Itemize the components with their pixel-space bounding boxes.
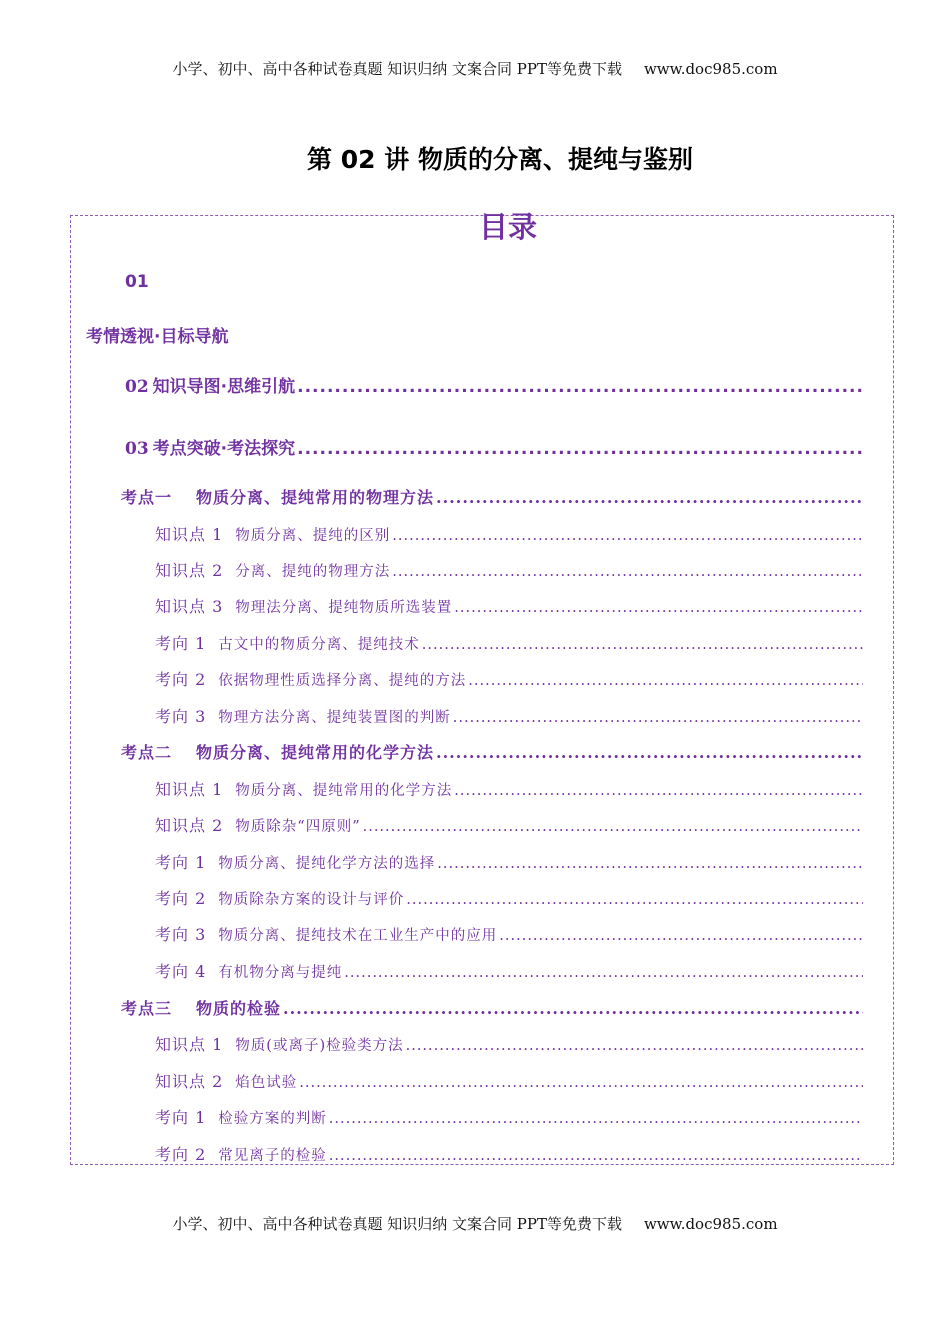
page-footer (0, 1213, 950, 1234)
toc-item-prefix: 考向 3 (155, 707, 207, 726)
toc-leader-dots (363, 819, 863, 835)
toc-leader-dots (299, 1075, 863, 1091)
toc-item-prefix: 知识点 2 (155, 816, 224, 835)
toc-item[interactable] (155, 558, 863, 581)
toc-item-prefix: 考向 3 (155, 925, 207, 944)
toc-kaodian-1[interactable] (121, 485, 863, 508)
toc-leader-dots (454, 600, 863, 616)
toc-leader-dots (329, 1111, 863, 1127)
toc-item-label: 物质分离、提纯常用的物理方法 (196, 488, 435, 507)
toc-section-01-label[interactable]: 考情透视·目标导航 (86, 327, 229, 347)
toc-item-label: 物质除杂“四原则” (235, 819, 361, 835)
toc-leader-dots (499, 928, 863, 944)
toc-item-prefix: 知识点 1 (155, 780, 224, 799)
toc-item[interactable] (155, 1032, 863, 1055)
toc-item-label: 常见离子的检验 (218, 1148, 327, 1164)
toc-heading: 目录 (478, 210, 537, 244)
toc-item-prefix: 知识点 1 (155, 1035, 224, 1054)
toc-item-prefix: 知识点 2 (155, 1072, 224, 1091)
toc-item[interactable] (155, 631, 863, 654)
page-header (0, 58, 950, 79)
header-text: 小学、初中、高中各种试卷真题 知识归纳 文案合同 PPT等免费下载 (172, 60, 622, 78)
toc-item[interactable] (155, 813, 863, 836)
toc-section-02[interactable] (125, 372, 863, 397)
toc-leader-dots (468, 673, 863, 689)
toc-item[interactable] (155, 667, 863, 690)
toc-item-label: 古文中的物质分离、提纯技术 (218, 637, 420, 653)
toc-item[interactable] (155, 522, 863, 545)
toc-item-label: 依据物理性质选择分离、提纯的方法 (218, 673, 467, 689)
toc-leader-dots (453, 710, 863, 726)
toc-item[interactable] (155, 777, 863, 800)
toc-item-label: 物质分离、提纯的区别 (235, 528, 391, 544)
toc-item-label: 物质分离、提纯技术在工业生产中的应用 (218, 928, 498, 944)
toc-item-prefix: 考向 2 (155, 1145, 207, 1164)
toc-section-01-number: 01 (125, 272, 149, 292)
toc-item-prefix: 考向 4 (155, 962, 207, 981)
toc-item[interactable] (155, 922, 863, 945)
header-url[interactable]: www.doc985.com (643, 60, 778, 78)
toc-item-label: 物理法分离、提纯物质所选装置 (235, 600, 453, 616)
toc-item-label: 物质的检验 (196, 999, 282, 1018)
toc-item[interactable] (155, 704, 863, 727)
toc-box (70, 215, 894, 1165)
toc-item[interactable] (155, 959, 863, 982)
toc-item-prefix: 考向 1 (155, 1108, 207, 1127)
toc-kaodian-3[interactable] (121, 996, 863, 1019)
toc-item-prefix: 知识点 3 (155, 597, 224, 616)
toc-item-label: 检验方案的判断 (218, 1111, 327, 1127)
toc-section-03[interactable] (125, 434, 863, 459)
toc-item-label: 物质分离、提纯常用的化学方法 (235, 783, 453, 799)
toc-item-prefix: 考向 2 (155, 670, 207, 689)
footer-text: 小学、初中、高中各种试卷真题 知识归纳 文案合同 PPT等免费下载 (172, 1215, 622, 1233)
toc-leader-dots (283, 999, 863, 1018)
toc-section-02-number: 02 (125, 377, 149, 397)
toc-item-label: 物质(或离子)检验类方法 (235, 1038, 404, 1054)
toc-leader-dots (422, 637, 863, 653)
toc-leader-dots (392, 528, 863, 544)
toc-leader-dots (297, 439, 863, 459)
toc-item-prefix: 知识点 2 (155, 561, 224, 580)
toc-item[interactable] (155, 1069, 863, 1092)
toc-item-prefix: 考点三 (121, 999, 173, 1018)
toc-leader-dots (297, 377, 863, 397)
toc-leader-dots (392, 564, 863, 580)
toc-item[interactable] (155, 886, 863, 909)
toc-item-label: 物质分离、提纯常用的化学方法 (196, 743, 435, 762)
toc-leader-dots (436, 743, 863, 762)
page-title: 第 02 讲 物质的分离、提纯与鉴别 (307, 145, 693, 174)
toc-item-label: 焰色试验 (235, 1075, 298, 1091)
toc-leader-dots (344, 965, 863, 981)
toc-item[interactable] (155, 594, 863, 617)
toc-item-label: 物质除杂方案的设计与评价 (218, 892, 405, 908)
toc-item-prefix: 知识点 1 (155, 525, 224, 544)
toc-leader-dots (406, 1038, 863, 1054)
toc-item-prefix: 考向 1 (155, 634, 207, 653)
toc-item-label: 有机物分离与提纯 (218, 965, 343, 981)
toc-item-label: 物理方法分离、提纯装置图的判断 (218, 710, 451, 726)
toc-leader-dots (454, 783, 863, 799)
toc-leader-dots (406, 892, 863, 908)
toc-section-03-label: 考点突破·考法探究 (152, 439, 296, 459)
toc-item-prefix: 考向 1 (155, 853, 207, 872)
toc-kaodian-2[interactable] (121, 740, 863, 763)
toc-item-label: 分离、提纯的物理方法 (235, 564, 391, 580)
toc-leader-dots (329, 1148, 863, 1164)
toc-item-prefix: 考向 2 (155, 889, 207, 908)
toc-item-prefix: 考点一 (121, 488, 173, 507)
toc-item[interactable] (155, 1105, 863, 1128)
toc-section-02-label: 知识导图·思维引航 (152, 377, 296, 397)
toc-item[interactable] (155, 850, 863, 873)
toc-leader-dots (437, 856, 863, 872)
toc-item-label: 物质分离、提纯化学方法的选择 (218, 856, 436, 872)
toc-section-03-number: 03 (125, 439, 149, 459)
footer-url[interactable]: www.doc985.com (643, 1215, 778, 1233)
toc-item-prefix: 考点二 (121, 743, 173, 762)
toc-item[interactable] (155, 1142, 863, 1165)
toc-leader-dots (436, 488, 863, 507)
